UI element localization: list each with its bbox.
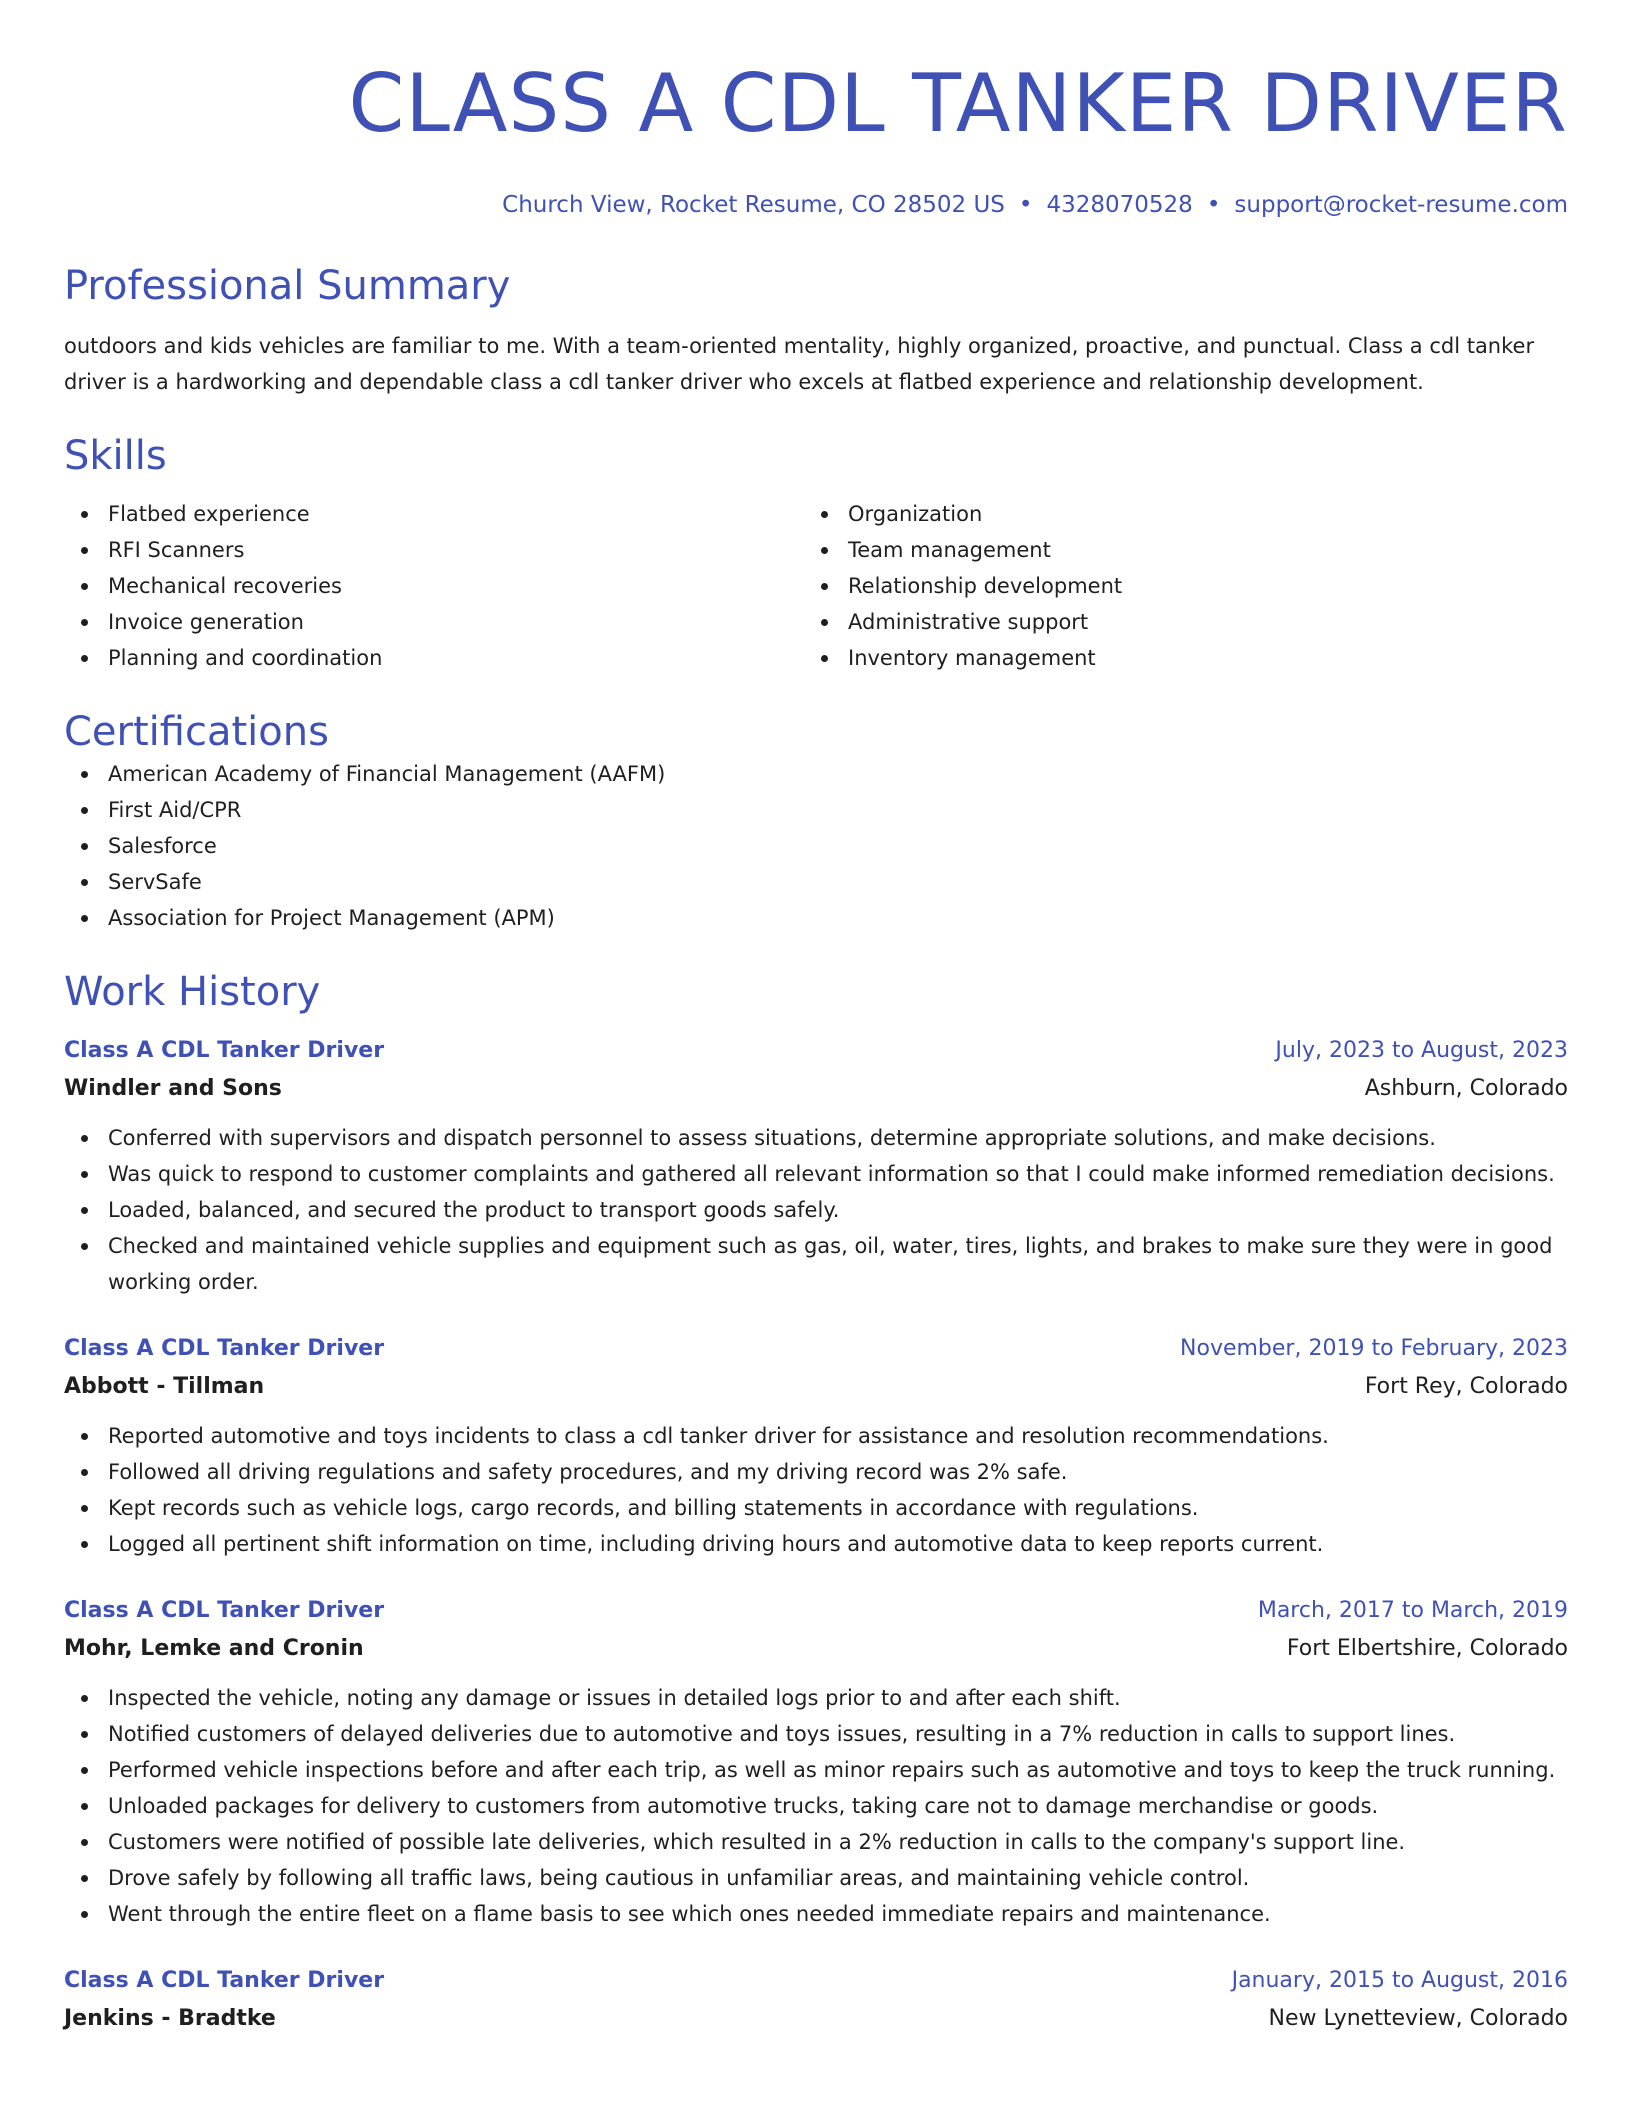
job-entry: [64, 1032, 1568, 1300]
contact-line: [64, 190, 1568, 220]
job-duty: Followed all driving regulations and safety procedures, and my driving record was 2% safe.: [64, 1454, 1568, 1490]
job-title-row: [64, 1330, 1568, 1368]
job-duty: Reported automotive and toys incidents to class a cdl tanker driver for assistance and resolution recommendations.: [64, 1418, 1568, 1454]
contact-email: support@rocket-resume.com: [1234, 192, 1568, 218]
skill-item: Mechanical recoveries: [64, 568, 804, 604]
job-location: New Lynetteview, Colorado: [1268, 2006, 1568, 2031]
skill-item: Flatbed experience: [64, 496, 804, 532]
skill-item: Planning and coordination: [64, 640, 804, 676]
work-history-heading: Work History: [64, 969, 321, 1015]
job-title: Class A CDL Tanker Driver: [64, 1336, 385, 1361]
certifications-list: [64, 756, 1568, 936]
certification-item: American Academy of Financial Management (AAFM): [64, 756, 1568, 792]
skill-item: Relationship development: [804, 568, 1544, 604]
job-duty: Inspected the vehicle, noting any damage or issues in detailed logs prior to and after each shift.: [64, 1680, 1568, 1716]
certification-item: ServSafe: [64, 864, 1568, 900]
job-title-row: [64, 1592, 1568, 1630]
job-location: Ashburn, Colorado: [1364, 1076, 1568, 1101]
job-dates: July, 2023 to August, 2023: [1275, 1038, 1568, 1063]
summary-heading: Professional Summary: [64, 263, 511, 309]
candidate-name: CLASS A CDL TANKER DRIVER: [348, 57, 1568, 150]
skills-list-left: [64, 496, 804, 676]
job-dates: March, 2017 to March, 2019: [1257, 1598, 1568, 1623]
job-title-row: [64, 1032, 1568, 1070]
contact-address: Church View, Rocket Resume, CO 28502 US: [502, 192, 1005, 218]
job-company: Mohr, Lemke and Cronin: [64, 1636, 364, 1661]
skills-heading: Skills: [64, 433, 167, 479]
skill-item: Organization: [804, 496, 1544, 532]
skill-item: Team management: [804, 532, 1544, 568]
job-duty: Unloaded packages for delivery to customers from automotive trucks, taking care not to damage merchandise or goods.: [64, 1788, 1568, 1824]
summary-text: outdoors and kids vehicles are familiar to me. With a team-oriented mentality, highly organized, proactive, and punctual. Class a cdl tanker driver is a hardworking and dependable class a cdl tanker driver who excels at flatbed experience and relationship development.: [64, 334, 1535, 394]
job-company: Jenkins - Bradtke: [64, 2006, 276, 2031]
job-dates: November, 2019 to February, 2023: [1180, 1336, 1568, 1361]
job-company: Windler and Sons: [64, 1076, 282, 1101]
certification-item: First Aid/CPR: [64, 792, 1568, 828]
job-title-row: [64, 1962, 1568, 2000]
contact-separator: •: [1018, 192, 1033, 218]
skills-list-right: [804, 496, 1544, 676]
job-company: Abbott - Tillman: [64, 1374, 265, 1399]
skill-item: Administrative support: [804, 604, 1544, 640]
job-duty: Kept records such as vehicle logs, cargo records, and billing statements in accordance with regulations.: [64, 1490, 1568, 1526]
job-entry: [64, 1592, 1568, 1932]
certifications-heading: Certifications: [64, 709, 329, 755]
certification-item: Salesforce: [64, 828, 1568, 864]
job-title: Class A CDL Tanker Driver: [64, 1598, 385, 1623]
job-location: Fort Elbertshire, Colorado: [1286, 1636, 1568, 1661]
skills-column-right: [804, 496, 1544, 676]
job-duty: Notified customers of delayed deliveries due to automotive and toys issues, resulting in a 7% reduction in calls to support lines.: [64, 1716, 1568, 1752]
job-location: Fort Rey, Colorado: [1364, 1374, 1568, 1399]
skills-column-left: [64, 496, 804, 676]
job-title: Class A CDL Tanker Driver: [64, 1968, 385, 1993]
job-duties-list: [64, 1680, 1568, 1932]
job-dates: January, 2015 to August, 2016: [1231, 1968, 1568, 1993]
job-duties-list: [64, 1120, 1568, 1300]
job-duty: Drove safely by following all traffic laws, being cautious in unfamiliar areas, and maintaining vehicle control.: [64, 1860, 1568, 1896]
job-entry: [64, 1330, 1568, 1562]
job-title: Class A CDL Tanker Driver: [64, 1038, 385, 1063]
skills-grid: [64, 496, 1568, 676]
resume-header: [64, 56, 1568, 220]
skill-item: Inventory management: [804, 640, 1544, 676]
job-duties-list: [64, 1418, 1568, 1562]
contact-separator: •: [1206, 192, 1221, 218]
skill-item: Invoice generation: [64, 604, 804, 640]
job-duty: Customers were notified of possible late deliveries, which resulted in a 2% reduction in calls to the company's support line.: [64, 1824, 1568, 1860]
job-company-row: [64, 1070, 1568, 1108]
job-duty: Was quick to respond to customer complaints and gathered all relevant information so that I could make informed remediation decisions.: [64, 1156, 1568, 1192]
contact-phone: 4328070528: [1046, 192, 1193, 218]
job-company-row: [64, 1630, 1568, 1668]
job-duty: Conferred with supervisors and dispatch personnel to assess situations, determine appropriate solutions, and make decisions.: [64, 1120, 1568, 1156]
job-company-row: [64, 1368, 1568, 1406]
job-duty: Loaded, balanced, and secured the product to transport goods safely.: [64, 1192, 1568, 1228]
job-duty: Performed vehicle inspections before and after each trip, as well as minor repairs such as automotive and toys to keep the truck running.: [64, 1752, 1568, 1788]
job-entry: [64, 1962, 1568, 2038]
job-company-row: [64, 2000, 1568, 2038]
job-duty: Went through the entire fleet on a flame basis to see which ones needed immediate repairs and maintenance.: [64, 1896, 1568, 1932]
job-duty: Logged all pertinent shift information on time, including driving hours and automotive data to keep reports current.: [64, 1526, 1568, 1562]
job-duty: Checked and maintained vehicle supplies and equipment such as gas, oil, water, tires, lights, and brakes to make sure they were in good working order.: [64, 1228, 1568, 1300]
certification-item: Association for Project Management (APM): [64, 900, 1568, 936]
skill-item: RFI Scanners: [64, 532, 804, 568]
